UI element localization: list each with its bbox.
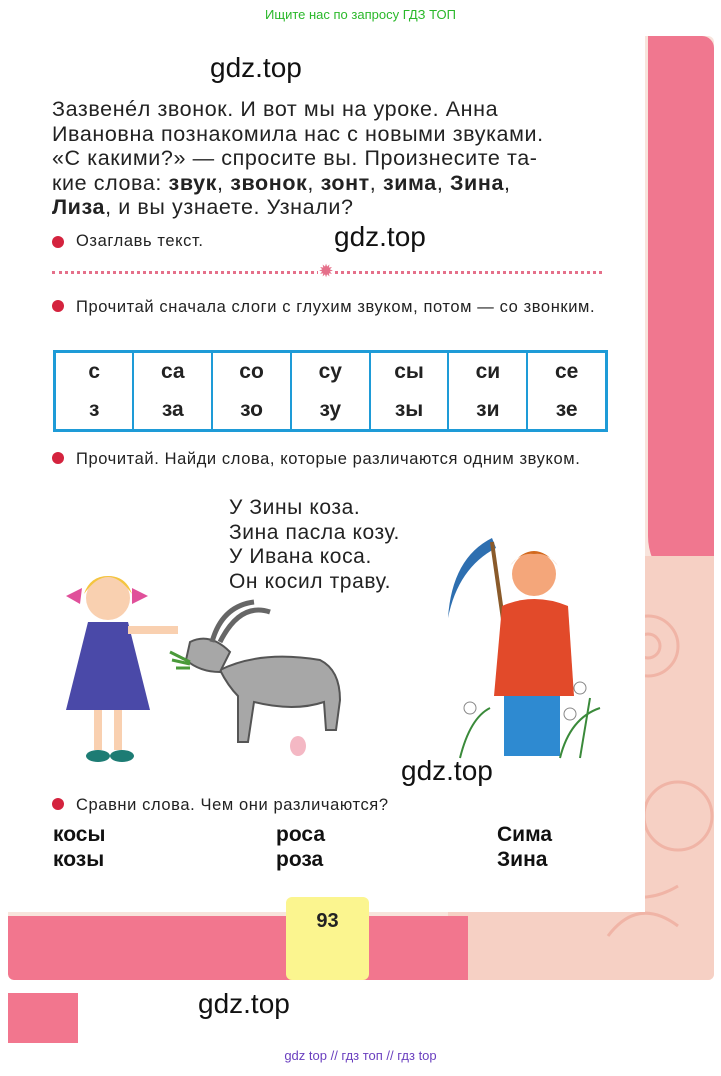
bold-word: зима (382, 170, 437, 195)
man-icon (494, 551, 574, 756)
intro-line: , и вы узнаете. Узнали? (105, 195, 354, 219)
watermark: gdz.top (198, 988, 290, 1019)
syllable-cell: со (212, 352, 291, 392)
word-pair (53, 822, 105, 872)
task-compare-text: Сравни слова. Чем они различаются? (76, 796, 389, 814)
bold-word: Лиза (52, 195, 106, 219)
bold-word: Зина (449, 170, 505, 195)
compare-word: роза (276, 848, 324, 871)
compare-word: Зина (497, 848, 548, 871)
syllable-cell: зы (370, 391, 449, 431)
syllable-cell: за (133, 391, 212, 431)
man-scythe-illustration (440, 538, 610, 768)
syllable-cell: з (88, 398, 100, 421)
watermark: gdz.top (210, 52, 302, 83)
syllable-cell: зо (212, 391, 291, 431)
compare-word: роса (276, 823, 325, 846)
intro-line: кие слова: (52, 170, 169, 195)
pink-margin (648, 36, 714, 596)
task-syllables-text: Прочитай сначала слоги с глухим звуком, потом — со звонким. (76, 298, 596, 316)
next-page-preview (8, 993, 714, 1043)
bullet-icon (52, 300, 64, 312)
table-row (55, 352, 607, 392)
page-number: 93 (286, 897, 369, 980)
syllable-cell: зу (291, 391, 370, 431)
bullet-icon (52, 236, 64, 248)
pink-bottom-band (8, 916, 468, 980)
syllable-cell: са (133, 352, 212, 392)
intro-text: Зазвенéл звонок. И вот мы на уроке. Анна Ивановна познакомила нас с новыми звуками. «С какими?» — спросите вы. Произнесите та- кие слова: звук, звонок, зонт, зима, Зина, Лиза, и вы узнаете. Узнали? (52, 97, 544, 219)
girl-icon (66, 576, 178, 762)
girl-goat-illustration (60, 560, 360, 775)
intro-line: «С какими?» — спросите вы. Произнесите та- (52, 146, 538, 170)
footer-links[interactable]: gdz top // гдз топ // гдз top (284, 1048, 437, 1063)
syllable-cell: зе (527, 391, 606, 431)
watermark: gdz.top (401, 755, 493, 786)
syllable-cell: су (291, 352, 370, 392)
syllable-cell: си (448, 352, 527, 392)
syllable-table (53, 350, 608, 432)
task-find-words-text: Прочитай. Найди слова, которые различаются одним звуком. (76, 450, 581, 468)
syllable-cell: зи (448, 391, 527, 431)
bold-word: зонт (320, 170, 370, 195)
poem-line: У Зины коза. (229, 496, 361, 519)
compare-word: козы (53, 848, 105, 871)
goat-icon (170, 602, 340, 756)
bullet-icon (52, 798, 64, 810)
sun-icon: ✹ (318, 261, 334, 281)
next-page-pink-margin (8, 993, 78, 1043)
syllable-cell: с (88, 360, 101, 383)
watermark: gdz.top (334, 221, 426, 252)
bold-word: звук (168, 170, 218, 195)
syllable-cell: се (527, 352, 606, 392)
word-pair (497, 822, 552, 872)
compare-word: Сима (497, 823, 553, 846)
table-row (55, 391, 607, 431)
compare-word: косы (53, 823, 106, 846)
intro-line: Ивановна познакомила нас с новыми звуками. (52, 121, 544, 146)
syllable-cell: сы (370, 352, 449, 392)
poem-line: У Ивана коса. (229, 545, 372, 568)
poem-line: Он косил траву. (229, 569, 392, 593)
poem-line: Зина пасла козу. (229, 520, 400, 544)
bold-word: звонок (230, 170, 308, 195)
bullet-icon (52, 452, 64, 464)
intro-line: Зазвенéл звонок. И вот мы на уроке. Анна (52, 97, 499, 121)
task-title-text: Озаглавь текст. (76, 232, 204, 250)
word-pair (276, 822, 325, 872)
top-banner[interactable]: Ищите нас по запросу ГДЗ ТОП (265, 7, 456, 22)
